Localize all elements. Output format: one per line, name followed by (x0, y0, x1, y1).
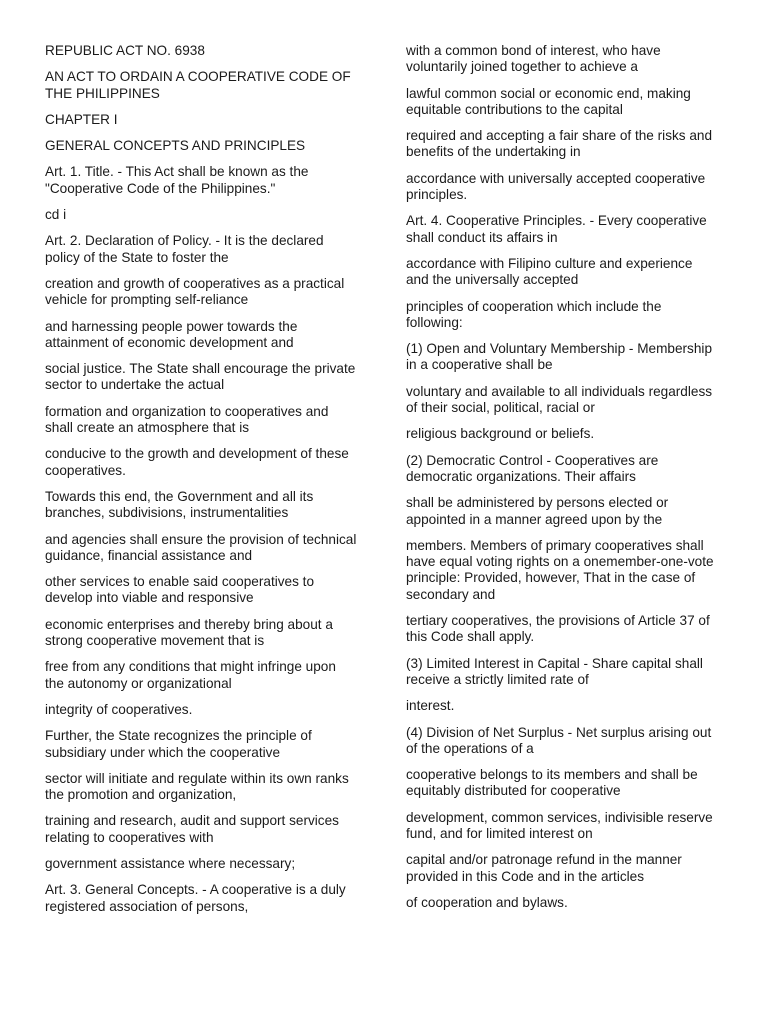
paragraph: REPUBLIC ACT NO. 6938 (45, 43, 205, 58)
paragraph: training and research, audit and support services relating to cooperatives with (45, 813, 339, 845)
paragraph: (1) Open and Voluntary Membership - Membership in a cooperative shall be (406, 341, 712, 373)
paragraph: (3) Limited Interest in Capital - Share capital shall receive a strictly limited rate of (406, 655, 703, 687)
paragraph: and harnessing people power towards the attainment of economic development and (45, 318, 298, 350)
left-column (45, 43, 375, 925)
paragraph: members. Members of primary cooperatives shall have equal voting rights on a onemember-one-vote principle: Provided, however, That in the case of secondary and (406, 537, 714, 602)
right-column (406, 43, 736, 921)
paragraph: and agencies shall ensure the provision of technical guidance, financial assistance and (45, 531, 357, 563)
paragraph: Towards this end, the Government and all its branches, subdivisions, instrumentalities (45, 488, 314, 521)
paragraph: interest. (406, 698, 455, 714)
paragraph: development, common services, indivisible reserve fund, and for limited interest on (406, 809, 713, 841)
paragraph: lawful common social or economic end, making equitable contributions to the capital (406, 85, 691, 117)
paragraph: integrity of cooperatives. (45, 701, 193, 717)
paragraph: Art. 4. Cooperative Principles. - Every cooperative shall conduct its affairs in (406, 213, 707, 245)
paragraph: required and accepting a fair share of the risks and benefits of the undertaking in (406, 128, 713, 160)
paragraph: sector will initiate and regulate within its own ranks the promotion and organization, (45, 770, 349, 803)
paragraph: (4) Division of Net Surplus - Net surplus arising out of the operations of a (406, 724, 712, 756)
paragraph: government assistance where necessary; (45, 855, 296, 871)
paragraph: conducive to the growth and development of these cooperatives. (45, 446, 349, 478)
paragraph: Art. 1. Title. - This Act shall be known as the "Cooperative Code of the Philippines." (45, 164, 309, 196)
paragraph: social justice. The State shall encourage the private sector to undertake the actual (45, 361, 356, 393)
paragraph: GENERAL CONCEPTS AND PRINCIPLES (45, 138, 306, 154)
paragraph: cd i (45, 207, 67, 223)
paragraph: formation and organization to cooperatives and shall create an atmosphere that is (45, 403, 329, 436)
paragraph: economic enterprises and thereby bring about a strong cooperative movement that is (45, 616, 333, 649)
paragraph: voluntary and available to all individuals regardless of their social, political, racial or (406, 383, 713, 416)
paragraph: accordance with universally accepted cooperative principles. (406, 170, 706, 203)
paragraph: cooperative belongs to its members and shall be equitably distributed for cooperative (406, 767, 698, 799)
paragraph: religious background or beliefs. (406, 426, 595, 442)
paragraph: Art. 2. Declaration of Policy. - It is the declared policy of the State to foster the (45, 233, 324, 265)
paragraph: AN ACT TO ORDAIN A COOPERATIVE CODE OF THE PHILIPPINES (45, 69, 351, 101)
paragraph: capital and/or patronage refund in the manner provided in this Code and in the articles (406, 852, 682, 884)
paragraph: tertiary cooperatives, the provisions of Article 37 of this Code shall apply. (406, 613, 710, 645)
paragraph: with a common bond of interest, who have voluntarily joined together to achieve a (406, 43, 661, 75)
paragraph: (2) Democratic Control - Cooperatives are democratic organizations. Their affairs (406, 452, 659, 484)
paragraph: of cooperation and bylaws. (406, 894, 568, 910)
paragraph: CHAPTER I (45, 111, 118, 127)
paragraph: shall be administered by persons elected or appointed in a manner agreed upon by the (406, 495, 669, 527)
paragraph: creation and growth of cooperatives as a practical vehicle for prompting self-reliance (45, 275, 345, 308)
paragraph: Art. 3. General Concepts. - A cooperative is a duly registered association of persons, (45, 882, 346, 914)
paragraph: principles of cooperation which include the following: (406, 298, 662, 330)
paragraph: free from any conditions that might infringe upon the autonomy or organizational (45, 659, 336, 691)
paragraph: other services to enable said cooperatives to develop into viable and responsive (45, 574, 315, 606)
paragraph: accordance with Filipino culture and experience and the universally accepted (406, 255, 693, 288)
paragraph: Further, the State recognizes the principle of subsidiary under which the cooperative (45, 728, 312, 760)
